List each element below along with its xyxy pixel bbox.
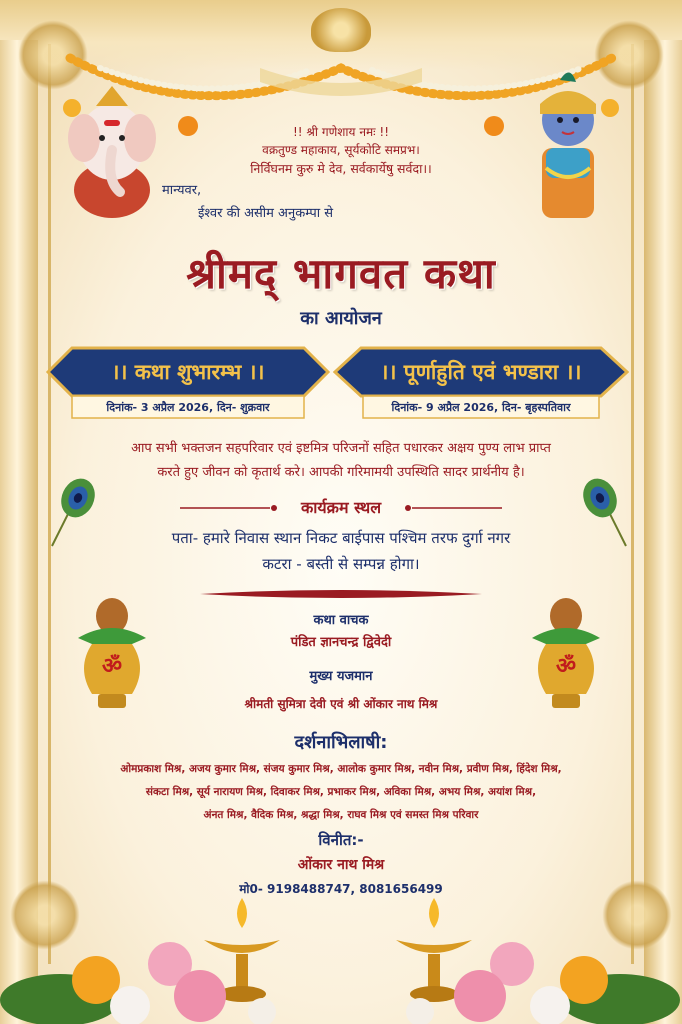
guests-line-1: ओमप्रकाश मिश्र, अजय कुमार मिश्र, संजय कुमार मिश्र, आलोक कुमार मिश्र, नवीन मिश्र, प्रवीण मिश्र, हिंदेश मिश्र,: [120, 763, 562, 775]
main-title: श्रीमद् भागवत कथा: [186, 249, 496, 298]
om-symbol-icon: ॐ: [101, 654, 123, 679]
mantra-line-1: !! श्री गणेशाय नमः !!: [292, 125, 390, 139]
venue-line-1: पता- हमारे निवास स्थान निकट बाईपास पश्चिम तरफ दुर्गा नगर: [171, 529, 511, 547]
mantra-line-2: वक्रतुण्ड महाकाय, सूर्यकोटि समप्रभ।: [262, 143, 420, 157]
start-banner-date: दिनांक- 3 अप्रैल 2026, दिन- शुक्रवार: [106, 401, 270, 414]
kalash-icon: [526, 598, 606, 718]
salutation: मान्यवर,: [162, 183, 202, 198]
sender-name: ओंकार नाथ मिश्र: [297, 857, 385, 873]
lotus-flower-bed-icon: [0, 930, 682, 1024]
start-banner-title: ।। कथा शुभारम्भ ।।: [111, 360, 265, 384]
guests-line-3: अंनत मिश्र, वैदिक मिश्र, श्रद्धा मिश्र, राघव मिश्र एवं समस्त मिश्र परिवार: [203, 809, 479, 821]
peacock-feather-icon: [46, 478, 98, 548]
regards-heading: विनीत:-: [318, 831, 364, 849]
invitation-line-2: करते हुए जीवन को कृतार्थ करे। आपकी गरिमामयी उपस्थिति सादर प्रार्थनीय है।: [157, 465, 525, 480]
guests-line-2: संकटा मिश्र, सूर्य नारायण मिश्र, दिवाकर मिश्र, प्रभाकर मिश्र, अविका मिश्र, अभय मिश्र, अयांश मिश्र,: [145, 786, 537, 798]
host-heading: मुख्य यजमान: [309, 669, 373, 684]
venue-bottom-divider-icon: [200, 588, 482, 600]
narrator-heading: कथा वाचक: [313, 613, 369, 628]
end-banner-date: दिनांक- 9 अप्रैल 2026, दिन- बृहस्पतिवार: [391, 401, 571, 414]
end-banner-title: ।। पूर्णाहुति एवं भण्डारा ।।: [380, 360, 582, 384]
sender-phone: मो0- 9198488747, 8081656499: [239, 882, 443, 896]
grace-line: ईश्वर की असीम अनुकम्पा से: [198, 206, 334, 221]
venue-heading: कार्यक्रम स्थल: [300, 498, 382, 517]
subtitle: का आयोजन: [300, 308, 382, 329]
kalash-icon: [72, 598, 152, 718]
mantra-line-3: निर्विघनम कुरु मे देव, सर्वकार्येषु सर्वदा।।: [250, 161, 432, 176]
peacock-feather-icon: [580, 478, 632, 548]
end-banner: [333, 344, 629, 424]
guests-heading: दर्शनाभिलाषी:: [294, 732, 388, 753]
start-banner: [46, 344, 330, 424]
narrator-name: पंडित ज्ञानचन्द्र द्विवेदी: [290, 635, 392, 650]
host-name: श्रीमती सुमित्रा देवी एवं श्री ओंकार नाथ मिश्र: [244, 697, 438, 711]
top-ornament-icon: [311, 8, 371, 52]
om-symbol-icon: ॐ: [555, 654, 577, 679]
invitation-line-1: आप सभी भक्तजन सहपरिवार एवं इष्टमित्र परिजनों सहित पधारकर अक्षय पुण्य लाभ प्राप्त: [131, 441, 551, 456]
venue-line-2: कटरा - बस्ती से सम्पन्न होगा।: [262, 555, 420, 573]
